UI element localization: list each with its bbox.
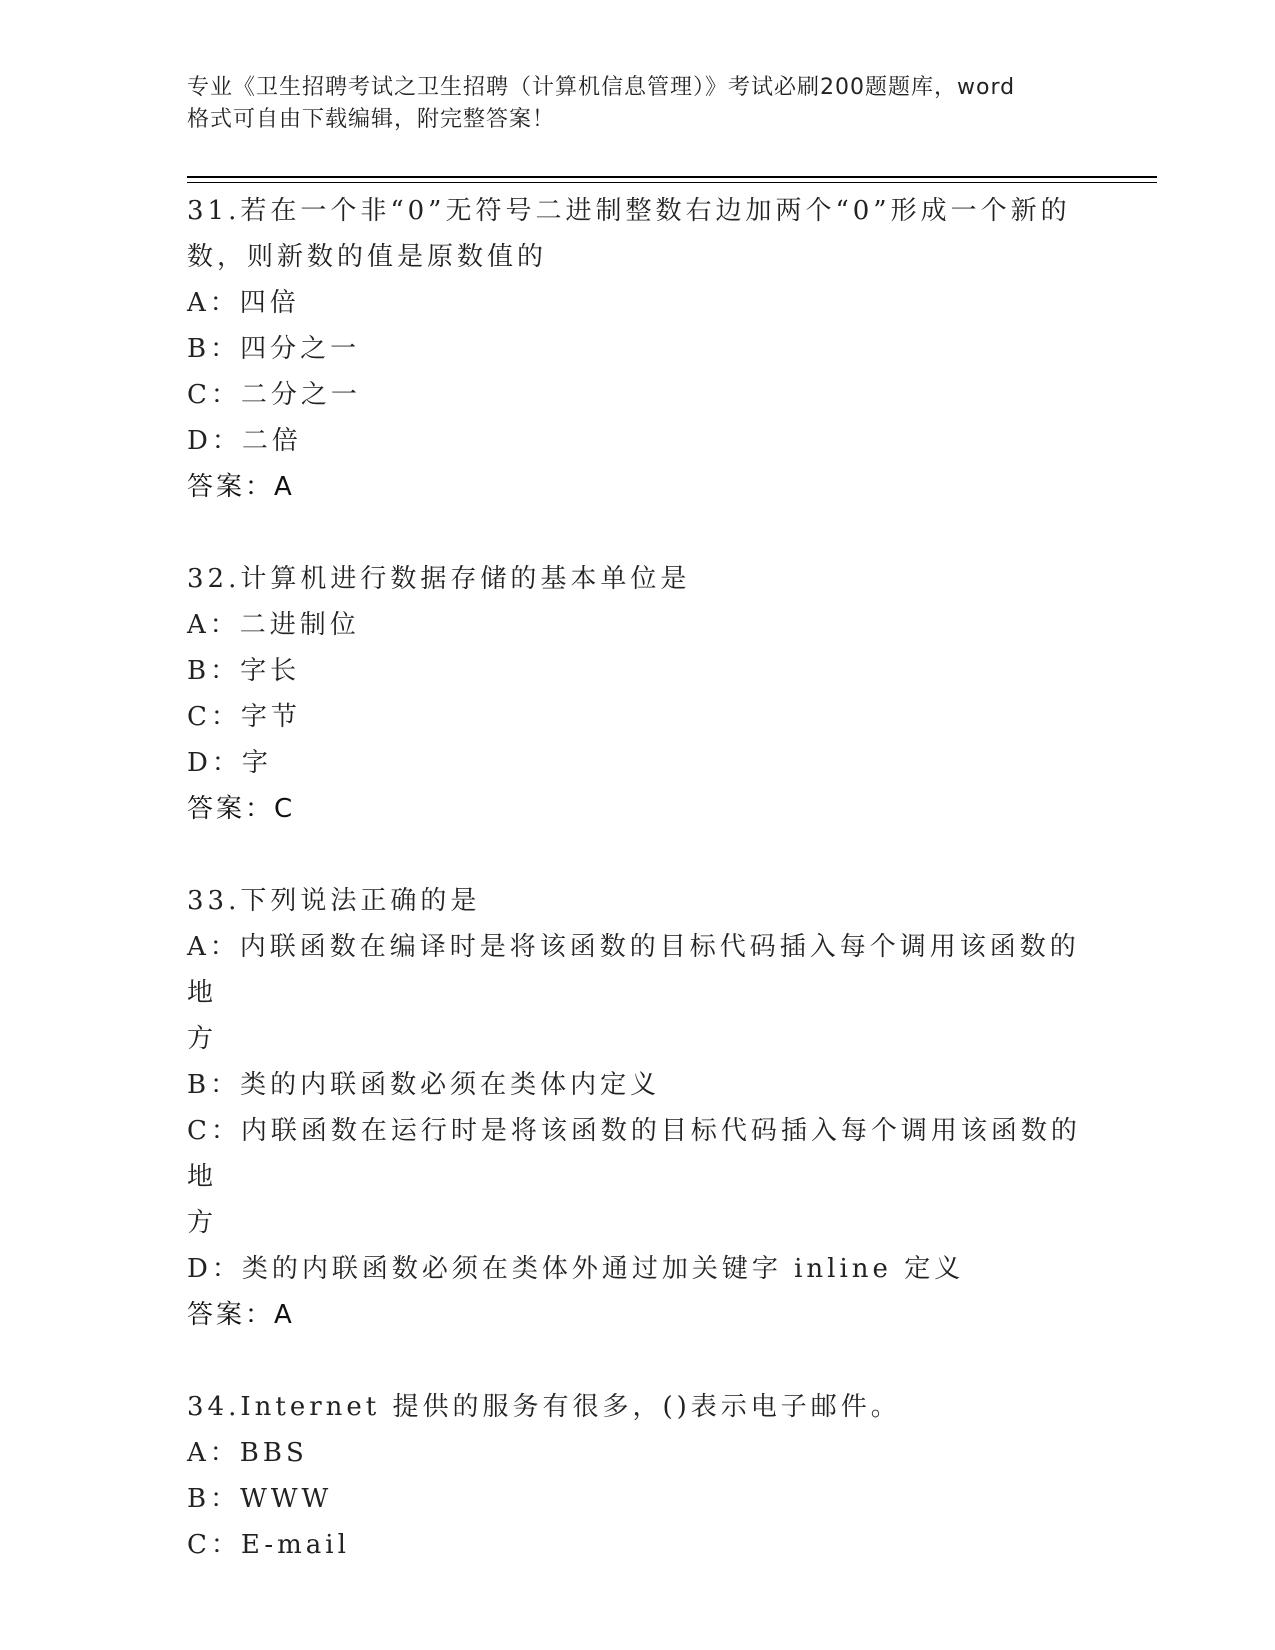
header-divider-thick [187,176,1157,178]
answer-label: 答案：C [187,794,296,824]
header-line-1: 专业《卫生招聘考试之卫生招聘（计算机信息管理）》考试必刷200题题库，word [187,75,1016,100]
option-c: C：E-mail [187,1530,350,1560]
option-d: D：字 [187,748,272,778]
option-c: C：二分之一 [187,380,361,410]
option-b: B：四分之一 [187,334,361,364]
question-stem: 34.Internet 提供的服务有很多，()表示电子邮件。 [187,1392,901,1422]
question-stem: 数，则新数的值是原数值的 [187,242,548,272]
option-d: D：二倍 [187,426,302,456]
option-d: D：类的内联函数必须在类体外通过加关键字 inline 定义 [187,1254,965,1284]
question-32 [187,556,1087,832]
option-c: C：字节 [187,702,301,732]
question-31 [187,188,1087,510]
answer-label: 答案：A [187,1300,295,1330]
answer-label: 答案：A [187,472,295,502]
option-a: A：内联函数在编译时是将该函数的目标代码插入每个调用该函数的地 [187,932,1080,1008]
document-header [187,72,1087,136]
option-c: C：内联函数在运行时是将该函数的目标代码插入每个调用该函数的地 [187,1116,1081,1192]
option-b: B：类的内联函数必须在类体内定义 [187,1070,661,1100]
option-b: B：WWW [187,1484,333,1514]
question-stem: 33.下列说法正确的是 [187,886,481,916]
header-line-2: 格式可自由下载编辑，附完整答案！ [187,107,556,132]
option-a: A：BBS [187,1438,308,1468]
header-divider-thin [187,182,1157,183]
question-34 [187,1384,1087,1568]
option-a-continued: 方 [187,1024,218,1054]
question-stem: 31.若在一个非“0”无符号二进制整数右边加两个“0”形成一个新的 [187,196,1071,226]
question-stem: 32.计算机进行数据存储的基本单位是 [187,564,691,594]
option-b: B：字长 [187,656,301,686]
option-a: A：四倍 [187,288,300,318]
option-a: A：二进制位 [187,610,360,640]
question-33 [187,878,1087,1338]
option-c-continued: 方 [187,1208,218,1238]
question-list [187,188,1087,1614]
